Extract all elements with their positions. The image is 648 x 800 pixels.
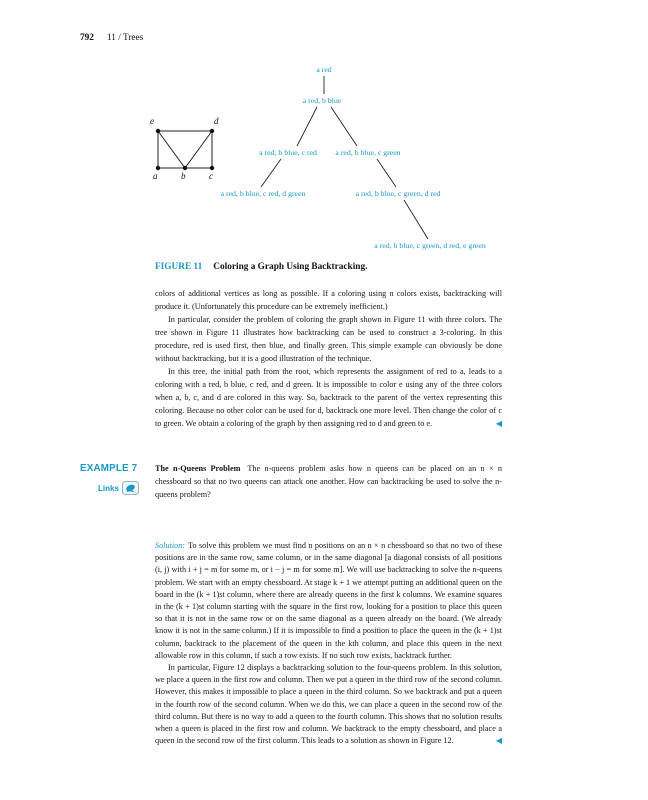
tree-edges: [261, 76, 428, 239]
paragraph-text: In this tree, the initial path from the root, which represents the assignment of red to a, leads to a coloring with a red, b blue, c red, and d green. It is impossible to color e using any of the three colors when a, b, c, and d are colored in this way. So, backtrack to the parent of the vertex representing this coloring. Because no other color can be used for d, backtrack one more level. Then change the color of c to green. We obtain a coloring of the graph by then assigning red to d and green to e.: [155, 367, 502, 428]
solution-label: Solution:: [155, 541, 186, 550]
end-of-example-marker: ◀: [495, 419, 502, 428]
graph-vertex-label-e: e: [150, 116, 154, 126]
paragraph: colors of additional vertices as long as possible. If a coloring using n colors exists, backtracking will produce it. (Unfortunately this procedure can be extremely inefficient.): [155, 289, 502, 311]
figure-caption-label: FIGURE 11: [155, 262, 203, 272]
solution-section: [155, 540, 502, 747]
links-label: Links: [98, 483, 119, 493]
solution-text: To solve this problem we must find n positions on an n × n chessboard so that no two of these positions are in the same row, same column, or in the same diagonal [a diagonal consists of all positions (i, j) with i + j = m for some m, or i − j = m for some m]. We will use backtracking to solve the n-queens problem. We start with an empty chessboard. At stage k + 1 we attempt putting an additional queen on the board in the (k + 1)st column, where there are already queens in the first k columns. We examine squares in the (k + 1)st column starting with the square in the first row, looking for a position to place this queen so that it is not in the same row or on the same diagonal as a queen already on the board. (We already know it is not in the same column.) If it is impossible to find a position to place the queen in the (k + 1)st column, backtrack to the placement of the queen in the kth column, and place this queen in the next allowable row in this column, if such a row exists. If no such row exists, backtrack further.: [155, 541, 502, 660]
example-heading: The n-Queens Problem: [155, 464, 241, 473]
graph-vertex-label-a: a: [153, 171, 158, 181]
example-label: EXAMPLE 7: [80, 463, 138, 474]
solution-text: In particular, Figure 12 displays a backtracking solution to the four-queens problem. In this solution, we place a queen in the first row and column. Then we put a queen in the third row of the second column. However, this makes it impossible to place a queen in the third column. So we backtrack and put a queen in the fourth row of the second column. When we do this, we can place a queen in the second row of the third column. But there is no way to add a queen to the fourth column. This shows that no solution results when a queen is placed in the first row and column. We backtrack to the empty chessboard, and place a queen in the second row of the first column. This leads to a solution as shown in Figure 12.: [155, 663, 502, 746]
solution-paragraph: [155, 540, 502, 662]
tree-node-label: a red, b blue, c red: [259, 148, 317, 157]
paragraph: In particular, consider the problem of coloring the graph shown in Figure 11 with three colors. The tree shown in Figure 11 illustrates how backtracking can be used to construct a 3-coloring. In this procedure, red is used first, then blue, and finally green. This simple example can obviously be done without backtracking, but it is a good illustration of the technique.: [155, 315, 502, 363]
figure-11-artwork: [0, 60, 648, 265]
graph-vertices: [156, 129, 214, 170]
graph-vertex-label-b: b: [181, 171, 186, 181]
tree-node-label: a red, b blue, c green, d red: [355, 189, 441, 198]
example-section: [155, 462, 502, 501]
body-text: [155, 287, 502, 430]
tree-node-label: a red, b blue, c green, d red, e green: [374, 241, 486, 250]
tree-node-label: a red: [316, 65, 332, 74]
tree-node-label: a red, b blue: [302, 96, 342, 105]
end-of-solution-marker: ◀: [495, 736, 502, 746]
page-header: [80, 33, 143, 43]
figure-caption: [155, 262, 367, 272]
page-number: 792: [80, 33, 94, 43]
links-icon: [122, 481, 139, 495]
example-text: The n-queens problem asks how n queens can be placed on an n × n chessboard so that no two queens can attack one another. How can backtracking be used to solve the n-queens problem?: [155, 464, 502, 499]
links-row: [98, 481, 139, 495]
graph-vertex-label-c: c: [209, 171, 213, 181]
figure-caption-text: Coloring a Graph Using Backtracking.: [213, 262, 368, 272]
figure-svg: [0, 60, 648, 265]
tree-node-label: a red, b blue, c red, d green: [220, 189, 306, 198]
example-paragraph: [155, 462, 502, 501]
solution-paragraph: [155, 662, 502, 747]
graph-vertex-label-d: d: [214, 116, 219, 126]
graph-edges: [158, 131, 212, 168]
tree-node-label: a red, b blue, c green: [335, 148, 401, 157]
paragraph: [155, 365, 502, 430]
chapter-title: 11 / Trees: [106, 33, 144, 43]
